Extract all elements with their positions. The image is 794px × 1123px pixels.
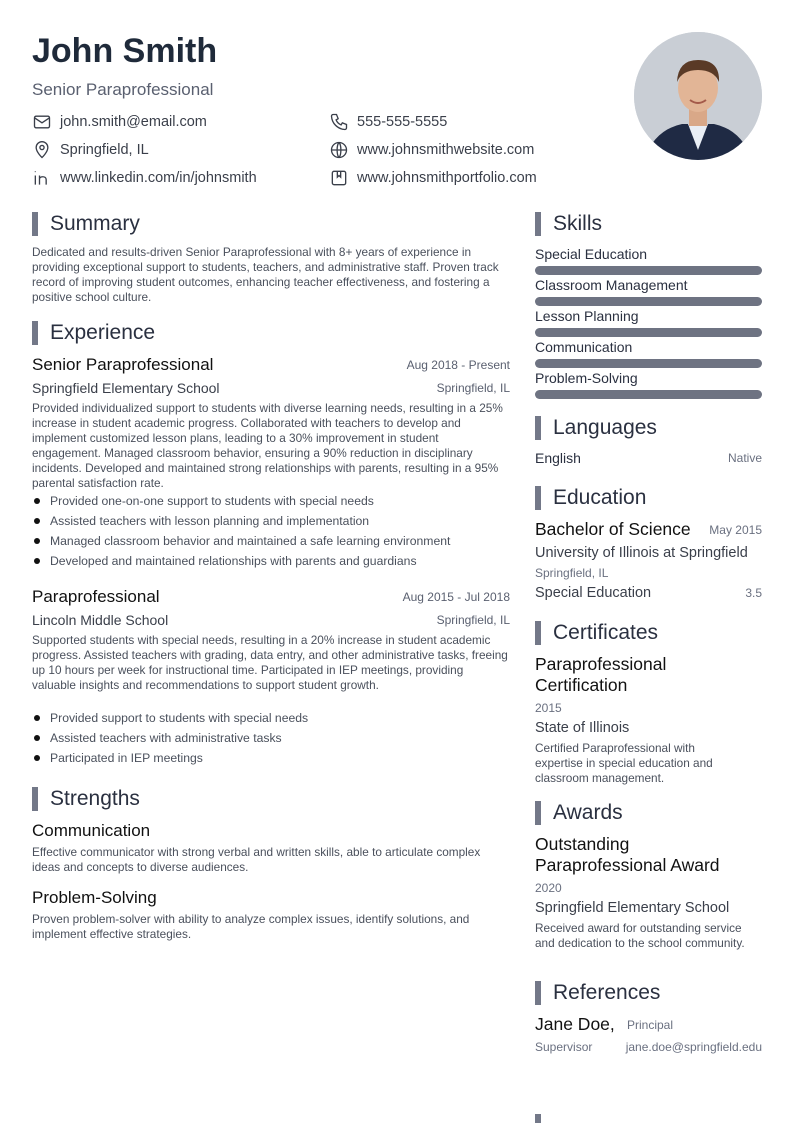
list-item: Developed and maintained relationships with parents and guardians [32, 554, 417, 568]
page-break-accent-bar [535, 1114, 541, 1123]
school-location: Springfield, IL [535, 566, 609, 580]
skill-label: Problem-Solving [535, 370, 638, 386]
phone-icon [329, 112, 349, 132]
language-name: English [535, 450, 581, 466]
bullet-icon [34, 518, 40, 524]
phone-text: 555-555-5555 [357, 114, 448, 130]
certificate-description: Certified Paraprofessional with expertise in special education and classroom management. [535, 741, 713, 785]
list-item: Assisted teachers with administrative tasks [32, 731, 282, 745]
language-level: Native [727, 451, 762, 465]
certificate-title: Paraprofessional Certification [535, 654, 667, 695]
summary-text: Dedicated and results-driven Senior Paraprofessional with 8+ years of experience in providing exceptional support to students, teachers, and administrative staff. Proven track record of improving student outcomes, enhancing teacher effectiveness, and fostering a positive school culture. [32, 245, 499, 304]
profile-photo-illustration [634, 32, 762, 160]
job-organization: Lincoln Middle School [32, 612, 169, 628]
field-of-study: Special Education [535, 585, 652, 601]
skill-bar [535, 390, 762, 399]
list-item: Assisted teachers with lesson planning and implementation [32, 514, 369, 528]
skill-label: Lesson Planning [535, 308, 639, 324]
job-title: Senior Paraprofessional [32, 355, 214, 374]
gpa: 3.5 [745, 586, 762, 600]
school-name: University of Illinois at Springfield [535, 545, 748, 561]
skill-bar [535, 266, 762, 275]
strength-text: Proven problem-solver with ability to analyze complex issues, identify solutions, and implement effective strategies. [32, 912, 470, 941]
skill-label: Communication [535, 339, 633, 355]
job-description: Supported students with special needs, resulting in a 20% increase in student academic progress. Assisted teachers with grading, data entry, and other administrative tasks, freeing up 10 hours per week for instructional time. Participated in IEP meetings, providing valuable insights and recommendations to support student growth. [32, 633, 508, 692]
globe-icon [329, 140, 349, 160]
skill-label: Special Education [535, 246, 648, 262]
skill-bar [535, 297, 762, 306]
award-title: Outstanding Paraprofessional Award [535, 834, 720, 875]
section-accent-bar [535, 981, 541, 1005]
strength-text: Effective communicator with strong verbal and written skills, able to articulate complex ideas and concepts to diverse audiences. [32, 845, 481, 874]
bullet-icon [34, 755, 40, 761]
contact-phone[interactable] [329, 112, 447, 132]
reference-relation: Supervisor [535, 1040, 593, 1054]
job-organization: Springfield Elementary School [32, 380, 220, 396]
section-accent-bar [32, 321, 38, 345]
section-accent-bar [535, 212, 541, 236]
bullet-icon [34, 735, 40, 741]
resume-title: Senior Paraprofessional [32, 80, 214, 99]
education-date: May 2015 [709, 523, 762, 537]
section-accent-bar [32, 212, 38, 236]
website-text: www.johnsmithwebsite.com [357, 142, 535, 158]
section-accent-bar [535, 416, 541, 440]
languages-heading: Languages [535, 416, 657, 440]
list-item: Managed classroom behavior and maintained a safe learning environment [32, 534, 450, 548]
strengths-heading: Strengths [32, 787, 140, 811]
portfolio-text: www.johnsmithportfolio.com [357, 170, 537, 186]
contact-website[interactable] [329, 140, 534, 160]
location-pin-icon [32, 140, 52, 160]
list-item: Participated in IEP meetings [32, 751, 203, 765]
degree: Bachelor of Science [535, 519, 691, 539]
bullet-icon [34, 715, 40, 721]
section-accent-bar [535, 621, 541, 645]
skill-bar [535, 328, 762, 337]
bullet-icon [34, 498, 40, 504]
reference-name: Jane Doe, [535, 1014, 615, 1034]
awards-heading: Awards [535, 801, 623, 825]
certificates-heading: Certificates [535, 621, 658, 645]
skill-label: Classroom Management [535, 277, 688, 293]
section-accent-bar [535, 486, 541, 510]
linkedin-text: www.linkedin.com/in/johnsmith [60, 170, 257, 186]
contact-email[interactable] [32, 112, 207, 132]
award-organization: Springfield Elementary School [535, 900, 730, 916]
job-dates: Aug 2015 - Jul 2018 [402, 590, 510, 604]
location-text: Springfield, IL [60, 142, 149, 158]
award-description: Received award for outstanding service and dedication to the school community. [535, 921, 745, 950]
references-heading: References [535, 981, 660, 1005]
award-year: 2020 [535, 881, 562, 895]
list-item: Provided one-on-one support to students with special needs [32, 494, 374, 508]
portfolio-icon [329, 168, 349, 188]
job-location: Springfield, IL [436, 381, 510, 395]
strength-title: Communication [32, 821, 151, 840]
section-accent-bar [535, 801, 541, 825]
education-heading: Education [535, 486, 646, 510]
reference-role: Principal [627, 1018, 674, 1032]
linkedin-icon [32, 168, 52, 188]
profile-photo [634, 32, 762, 160]
contact-linkedin[interactable] [32, 168, 257, 188]
contact-location [32, 140, 149, 160]
certificate-year: 2015 [535, 701, 562, 715]
bullet-icon [34, 538, 40, 544]
resume-name: John Smith [32, 32, 218, 70]
contact-portfolio[interactable] [329, 168, 537, 188]
job-location: Springfield, IL [436, 613, 510, 627]
section-accent-bar [32, 787, 38, 811]
job-description: Provided individualized support to students with diverse learning needs, resulting in a 25% increase in student academic progress. Collaborated with teachers to develop and implement customized lesson plans, leading to a 30% improvement in student engagement. Managed classroom behavior, ensuring a 90% reduction in disciplinary incidents. Developed and maintained strong relationships with parents, resulting in a 95% parental satisfaction rate. [32, 401, 503, 490]
email-text: john.smith@email.com [60, 114, 207, 130]
summary-heading: Summary [32, 212, 140, 236]
job-title: Paraprofessional [32, 587, 160, 606]
reference-email[interactable]: jane.doe@springfield.edu [625, 1040, 762, 1054]
mail-icon [32, 112, 52, 132]
skills-heading: Skills [535, 212, 602, 236]
experience-heading: Experience [32, 321, 155, 345]
bullet-icon [34, 558, 40, 564]
skill-bar [535, 359, 762, 368]
strength-title: Problem-Solving [32, 888, 157, 907]
certificate-issuer: State of Illinois [535, 720, 630, 736]
job-dates: Aug 2018 - Present [406, 358, 510, 372]
list-item: Provided support to students with special needs [32, 711, 308, 725]
